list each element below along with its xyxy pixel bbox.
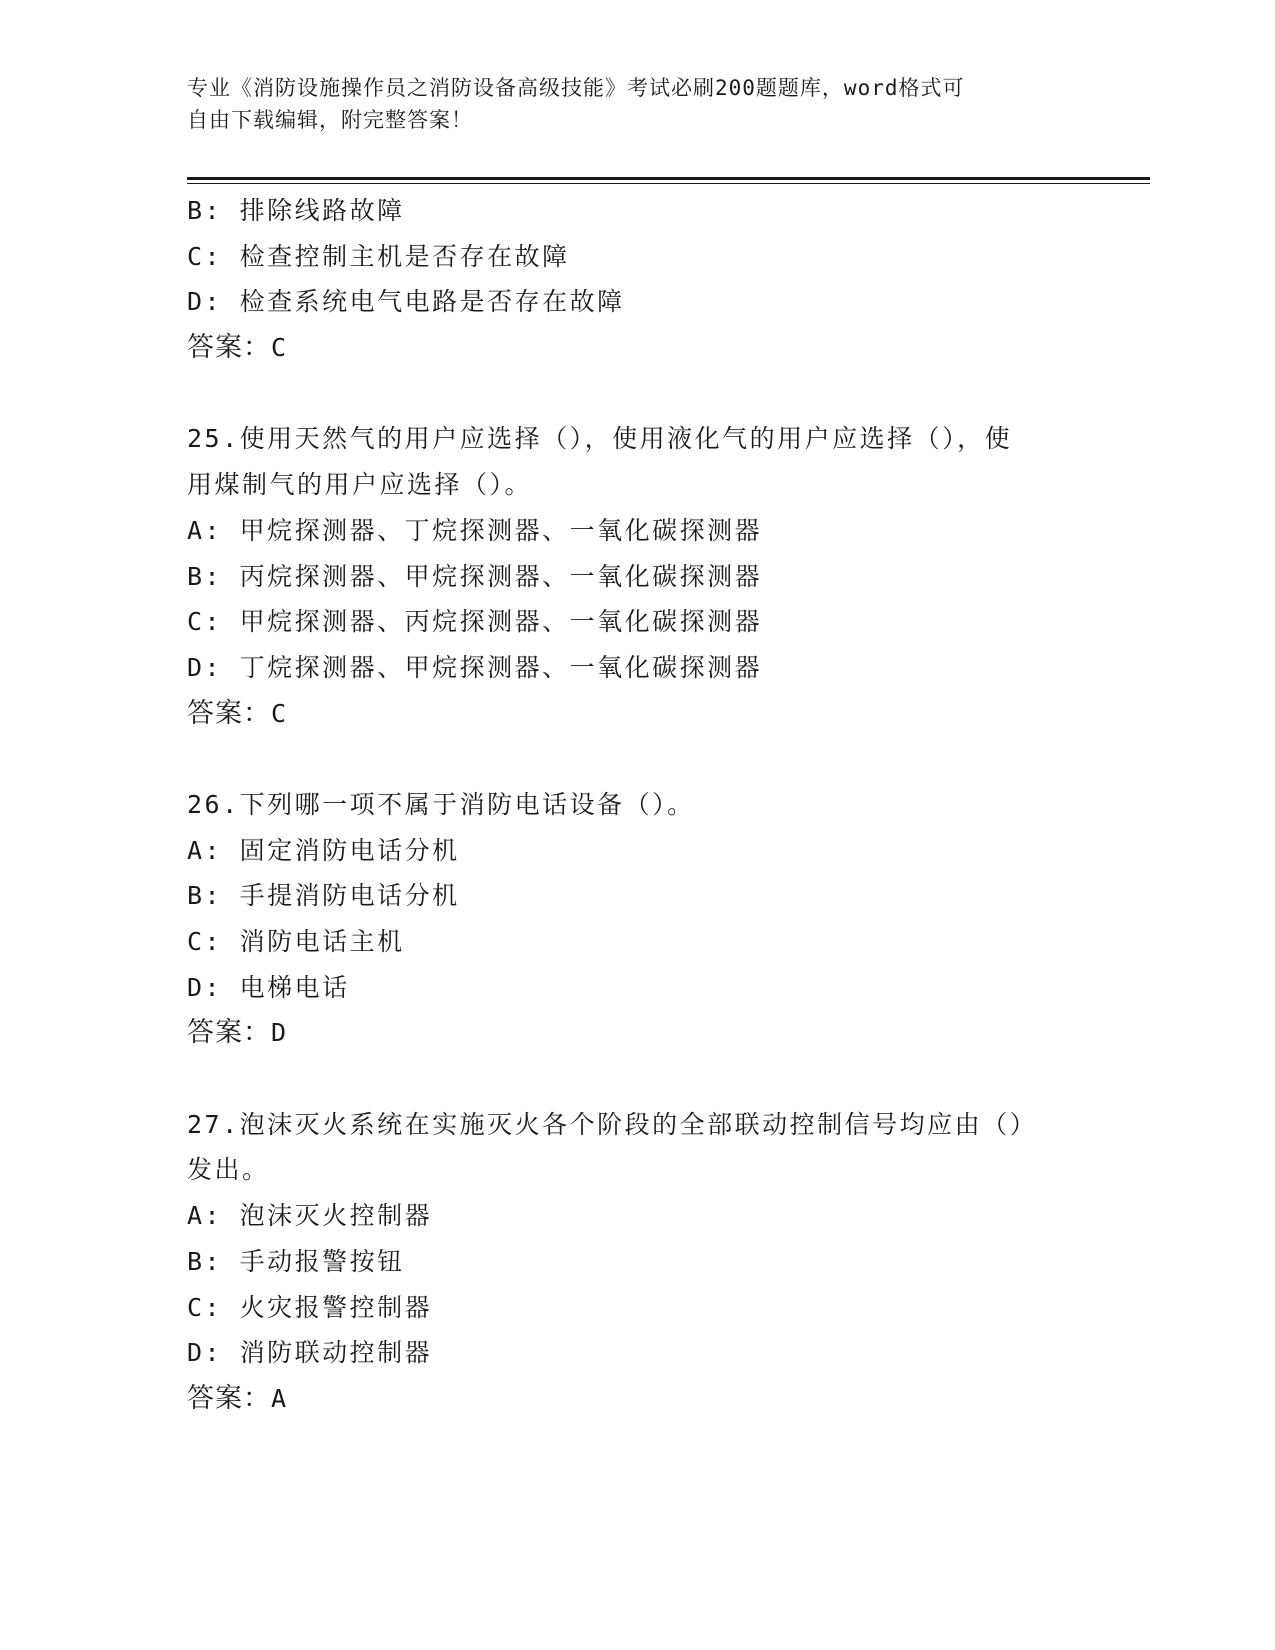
header-title-line1: 专业《消防设施操作员之消防设备高级技能》考试必刷200题题库，word格式可	[187, 76, 965, 100]
option-d: D: 检查系统电气电路是否存在故障	[187, 287, 625, 317]
option-c: C: 检查控制主机是否存在故障	[187, 241, 570, 271]
answer-label: 答案：	[187, 1017, 271, 1048]
option-c: C: 甲烷探测器、丙烷探测器、一氧化碳探测器	[187, 607, 763, 637]
question-stem-cont: 发出。	[187, 1155, 270, 1185]
question-stem: 27.泡沫灭火系统在实施灭火各个阶段的全部联动控制信号均应由（）	[187, 1109, 1038, 1139]
answer-label: 答案：	[187, 332, 271, 363]
header-rule-thick	[187, 177, 1150, 180]
answer-label: 答案：	[187, 1382, 271, 1413]
answer-line	[187, 1010, 1087, 1056]
answer-label: 答案：	[187, 697, 271, 728]
question-24-continued	[187, 188, 1087, 371]
option-c: C: 火灾报警控制器	[187, 1292, 433, 1322]
spacer	[187, 1056, 1087, 1102]
answer-value: A	[271, 1383, 288, 1413]
answer-value: D	[271, 1018, 288, 1048]
option-d: D: 丁烷探测器、甲烷探测器、一氧化碳探测器	[187, 652, 763, 682]
option-b: B: 手动报警按钮	[187, 1246, 405, 1276]
option-d: D: 电梯电话	[187, 972, 350, 1002]
option-b: B: 排除线路故障	[187, 196, 405, 225]
question-26	[187, 782, 1087, 1056]
answer-line	[187, 1376, 1087, 1422]
option-b: B: 手提消防电话分机	[187, 881, 460, 911]
spacer	[187, 736, 1087, 782]
answer-line	[187, 691, 1087, 737]
question-list	[187, 188, 1087, 1422]
question-stem: 25.使用天然气的用户应选择（），使用液化气的用户应选择（），使	[187, 424, 1013, 454]
option-a: A: 甲烷探测器、丁烷探测器、一氧化碳探测器	[187, 515, 763, 545]
question-stem-cont: 用煤制气的用户应选择（）。	[187, 470, 533, 500]
answer-value: C	[271, 698, 288, 728]
answer-value: C	[271, 333, 288, 363]
document-header	[187, 72, 1067, 136]
question-25	[187, 416, 1087, 736]
question-27	[187, 1102, 1087, 1422]
option-a: A: 固定消防电话分机	[187, 835, 460, 865]
header-title-line2: 自由下载编辑，附完整答案！	[187, 108, 473, 132]
option-b: B: 丙烷探测器、甲烷探测器、一氧化碳探测器	[187, 561, 763, 591]
option-c: C: 消防电话主机	[187, 927, 405, 956]
option-a: A: 泡沫灭火控制器	[187, 1201, 433, 1231]
spacer	[187, 371, 1087, 417]
answer-line	[187, 325, 1087, 371]
option-d: D: 消防联动控制器	[187, 1338, 433, 1368]
question-stem: 26.下列哪一项不属于消防电话设备（）。	[187, 789, 695, 819]
header-rule-thin	[187, 183, 1150, 184]
